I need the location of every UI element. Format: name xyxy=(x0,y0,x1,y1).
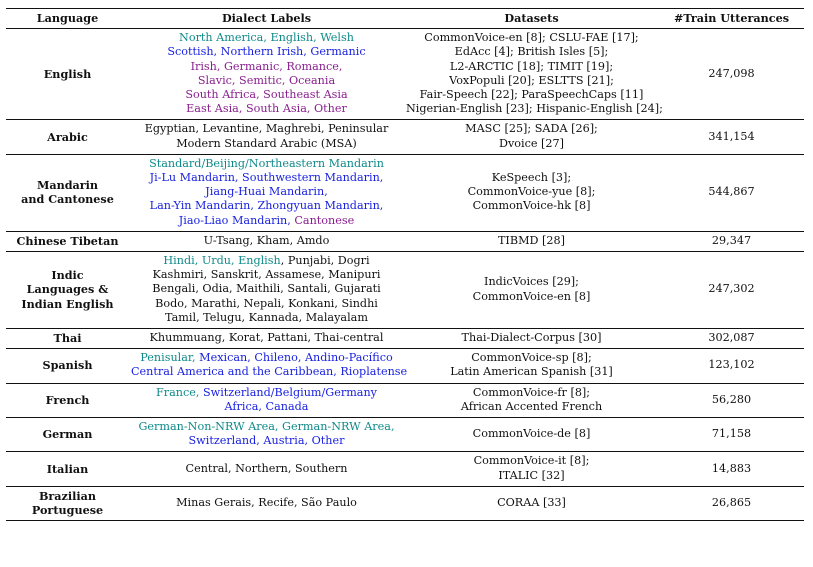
dialect-labels-cell xyxy=(129,231,404,251)
table-row xyxy=(6,154,804,231)
dialect-line xyxy=(131,137,402,151)
dialect-label: Jiao-Liao Mandarin, xyxy=(178,213,295,227)
table-row xyxy=(6,29,804,120)
dialect-line xyxy=(131,185,402,199)
dialect-label: Switzerland/Belgium/Germany xyxy=(202,385,377,399)
language-name-line: Indic xyxy=(51,268,84,283)
language-cell xyxy=(6,120,129,154)
datasets-cell xyxy=(404,418,659,452)
dialect-label: Ji-Lu Mandarin, Southwestern Mandarin, xyxy=(149,171,384,185)
language-cell xyxy=(6,329,129,349)
dialect-label: Central, Northern, Southern xyxy=(185,461,348,475)
dataset-line: MASC [25]; SADA [26]; xyxy=(465,122,598,136)
header-train-utterances: #Train Utterances xyxy=(659,9,804,29)
dialect-label: U-Tsang, Kham, Amdo xyxy=(203,233,330,247)
dialect-label: Lan-Yin Mandarin, Zhongyuan Mandarin, xyxy=(149,199,384,213)
language-name-line: and Cantonese xyxy=(21,192,114,207)
dataset-line: CommonVoice-it [8]; xyxy=(473,454,590,468)
dialect-labels-cell xyxy=(129,486,404,520)
language-cell xyxy=(6,418,129,452)
dataset-line: CommonVoice-fr [8]; xyxy=(472,385,591,399)
dialect-labels-cell xyxy=(129,29,404,120)
language-name-line: Brazilian xyxy=(38,488,97,503)
table-row xyxy=(6,383,804,417)
dialect-label: Irish, Germanic, Romance, xyxy=(190,59,343,73)
language-name-line: Italian xyxy=(46,461,89,476)
datasets-cell xyxy=(404,452,659,486)
language-name-line: French xyxy=(45,392,90,407)
language-cell xyxy=(6,231,129,251)
dialect-labels-cell xyxy=(129,418,404,452)
language-name-line: Arabic xyxy=(47,129,88,144)
dialect-label: Mexican, Chileno, Andino-Pacífico xyxy=(199,351,393,365)
datasets-cell xyxy=(404,329,659,349)
table-row xyxy=(6,252,804,329)
dialect-line xyxy=(131,157,402,171)
dataset-line: CommonVoice-yue [8]; xyxy=(467,185,596,199)
dialect-label: Minas Gerais, Recife, São Paulo xyxy=(176,495,357,509)
language-name-line: German xyxy=(42,427,93,442)
dataset-line: VoxPopuli [20]; ESLTTS [21]; xyxy=(449,73,614,87)
dataset-line: CommonVoice-en [8] xyxy=(472,289,591,303)
train-utterances-cell: 247,098 xyxy=(659,29,804,120)
dialect-labels-cell xyxy=(129,252,404,329)
train-utterances-cell: 56,280 xyxy=(659,383,804,417)
language-name-line: Indian English xyxy=(21,296,114,311)
dialect-label: Africa, Canada xyxy=(224,399,309,413)
train-utterances-cell: 247,302 xyxy=(659,252,804,329)
dialect-label: Khummuang, Korat, Pattani, Thai-central xyxy=(149,331,384,345)
train-utterances-cell: 544,867 xyxy=(659,154,804,231)
dialect-table-container xyxy=(6,8,804,521)
dialect-line xyxy=(131,45,402,59)
dialect-labels-cell xyxy=(129,329,404,349)
datasets-cell xyxy=(404,383,659,417)
header-language: Language xyxy=(6,9,129,29)
table-row xyxy=(6,231,804,251)
dialect-label: Slavic, Semitic, Oceania xyxy=(197,73,336,87)
dataset-line: L2-ARCTIC [18]; TIMIT [19]; xyxy=(449,59,614,73)
dialect-line xyxy=(131,331,402,345)
language-cell xyxy=(6,349,129,383)
dialect-label: Hindi, Urdu, English xyxy=(163,254,281,268)
dialect-label: Egyptian, Levantine, Maghrebi, Peninsular xyxy=(144,122,389,136)
header-datasets: Datasets xyxy=(404,9,659,29)
dialect-line xyxy=(131,102,402,116)
dialect-line xyxy=(131,254,402,268)
language-cell xyxy=(6,29,129,120)
dialect-label: Cantonese xyxy=(294,213,355,227)
dialect-labels-cell xyxy=(129,349,408,383)
dialect-line xyxy=(131,122,402,136)
dialect-table xyxy=(6,8,804,521)
table-row xyxy=(6,418,804,452)
table-row xyxy=(6,452,804,486)
train-utterances-cell: 26,865 xyxy=(659,486,804,520)
dialect-labels-cell xyxy=(129,452,404,486)
dialect-label: France, xyxy=(156,385,203,399)
language-cell xyxy=(6,452,129,486)
dialect-line xyxy=(131,386,402,400)
language-cell xyxy=(6,486,129,520)
table-row xyxy=(6,120,804,154)
dialect-line xyxy=(131,365,408,379)
train-utterances-cell: 71,158 xyxy=(659,418,804,452)
dialect-line xyxy=(131,31,402,45)
dialect-label: Kashmiri, Sanskrit, Assamese, Manipuri xyxy=(152,268,381,282)
table-row xyxy=(6,349,804,383)
dialect-label: , Punjabi, Dogri xyxy=(280,254,370,268)
datasets-cell xyxy=(404,120,659,154)
dialect-labels-cell xyxy=(129,120,404,154)
dialect-line xyxy=(131,234,402,248)
train-utterances-cell: 302,087 xyxy=(659,329,804,349)
dialect-label: Central America and the Caribbean, Rioplatense xyxy=(131,365,408,379)
dataset-line: Dvoice [27] xyxy=(498,136,564,150)
header-row xyxy=(6,9,804,29)
dialect-line xyxy=(131,434,402,448)
dialect-line xyxy=(131,88,402,102)
dataset-line: ITALIC [32] xyxy=(498,468,565,482)
language-cell xyxy=(6,252,129,329)
dialect-line xyxy=(131,351,402,365)
dataset-line: IndicVoices [29]; xyxy=(484,275,579,289)
dialect-label: Bodo, Marathi, Nepali, Konkani, Sindhi xyxy=(155,296,378,310)
dialect-label: Tamil, Telugu, Kannada, Malayalam xyxy=(165,310,368,324)
datasets-cell xyxy=(404,154,659,231)
dataset-line: EdAcc [4]; British Isles [5]; xyxy=(454,45,609,59)
dialect-line xyxy=(131,214,402,228)
dataset-line: Nigerian-English [23]; Hispanic-English [24]; xyxy=(406,102,663,116)
dialect-line xyxy=(131,60,402,74)
dialect-line xyxy=(131,496,402,510)
language-name-line: Chinese Tibetan xyxy=(16,233,119,248)
dialect-line xyxy=(131,297,402,311)
dialect-label: North America, English, Welsh xyxy=(179,31,354,45)
dialect-line xyxy=(131,171,402,185)
table-header xyxy=(6,9,804,29)
dialect-labels-cell xyxy=(129,383,404,417)
language-name-line: Portuguese xyxy=(31,503,104,518)
language-name-line: Languages & xyxy=(26,282,109,297)
dialect-label: Jiang-Huai Mandarin, xyxy=(205,185,328,199)
table-body xyxy=(6,29,804,521)
dialect-label: German-Non-NRW Area, German-NRW Area, xyxy=(138,420,395,434)
dialect-line xyxy=(131,420,402,434)
dialect-line xyxy=(131,282,402,296)
dialect-line xyxy=(131,462,402,476)
train-utterances-cell: 29,347 xyxy=(659,231,804,251)
dataset-line: Fair-Speech [22]; ParaSpeechCaps [11] xyxy=(419,88,644,102)
train-utterances-cell: 341,154 xyxy=(659,120,804,154)
dialect-line xyxy=(131,268,402,282)
language-name-line: Thai xyxy=(53,331,82,346)
dialect-line xyxy=(131,199,402,213)
dialect-label: Scottish, Northern Irish, Germanic xyxy=(167,45,366,59)
table-row xyxy=(6,486,804,520)
dataset-line: CommonVoice-sp [8]; xyxy=(471,351,592,365)
table-row xyxy=(6,329,804,349)
language-name-line: Spanish xyxy=(42,358,93,373)
dialect-line xyxy=(131,400,402,414)
dataset-line: African Accented French xyxy=(460,399,603,413)
language-cell xyxy=(6,383,129,417)
dialect-label: Switzerland, Austria, Other xyxy=(188,434,345,448)
dialect-label: Penisular, xyxy=(140,351,200,365)
dataset-line: CommonVoice-de [8] xyxy=(472,427,591,441)
datasets-cell xyxy=(404,349,659,383)
datasets-cell xyxy=(404,29,663,120)
dialect-line xyxy=(131,311,402,325)
dataset-line: KeSpeech [3]; xyxy=(491,171,572,185)
dialect-label: Bengali, Odia, Maithili, Santali, Gujarati xyxy=(152,282,381,296)
datasets-cell xyxy=(404,231,659,251)
dataset-line: CORAA [33] xyxy=(497,495,566,509)
datasets-cell xyxy=(404,486,659,520)
language-name-line: Mandarin xyxy=(36,178,99,193)
dataset-line: TIBMD [28] xyxy=(497,233,566,247)
dialect-label: Standard/Beijing/Northeastern Mandarin xyxy=(149,156,384,170)
dialect-line xyxy=(131,74,402,88)
dialect-labels-cell xyxy=(129,154,404,231)
dialect-label: Modern Standard Arabic (MSA) xyxy=(176,136,357,150)
language-name-line: English xyxy=(43,66,92,81)
datasets-cell xyxy=(404,252,659,329)
dataset-line: CommonVoice-en [8]; CSLU-FAE [17]; xyxy=(424,31,639,45)
train-utterances-cell: 123,102 xyxy=(659,349,804,383)
header-dialect-labels: Dialect Labels xyxy=(129,9,404,29)
dialect-label: East Asia, South Asia, Other xyxy=(186,102,347,116)
dataset-line: CommonVoice-hk [8] xyxy=(472,199,591,213)
dataset-line: Latin American Spanish [31] xyxy=(450,365,613,379)
train-utterances-cell: 14,883 xyxy=(659,452,804,486)
language-cell xyxy=(6,154,129,231)
dialect-label: South Africa, Southeast Asia xyxy=(185,88,348,102)
dataset-line: Thai-Dialect-Corpus [30] xyxy=(461,331,602,345)
